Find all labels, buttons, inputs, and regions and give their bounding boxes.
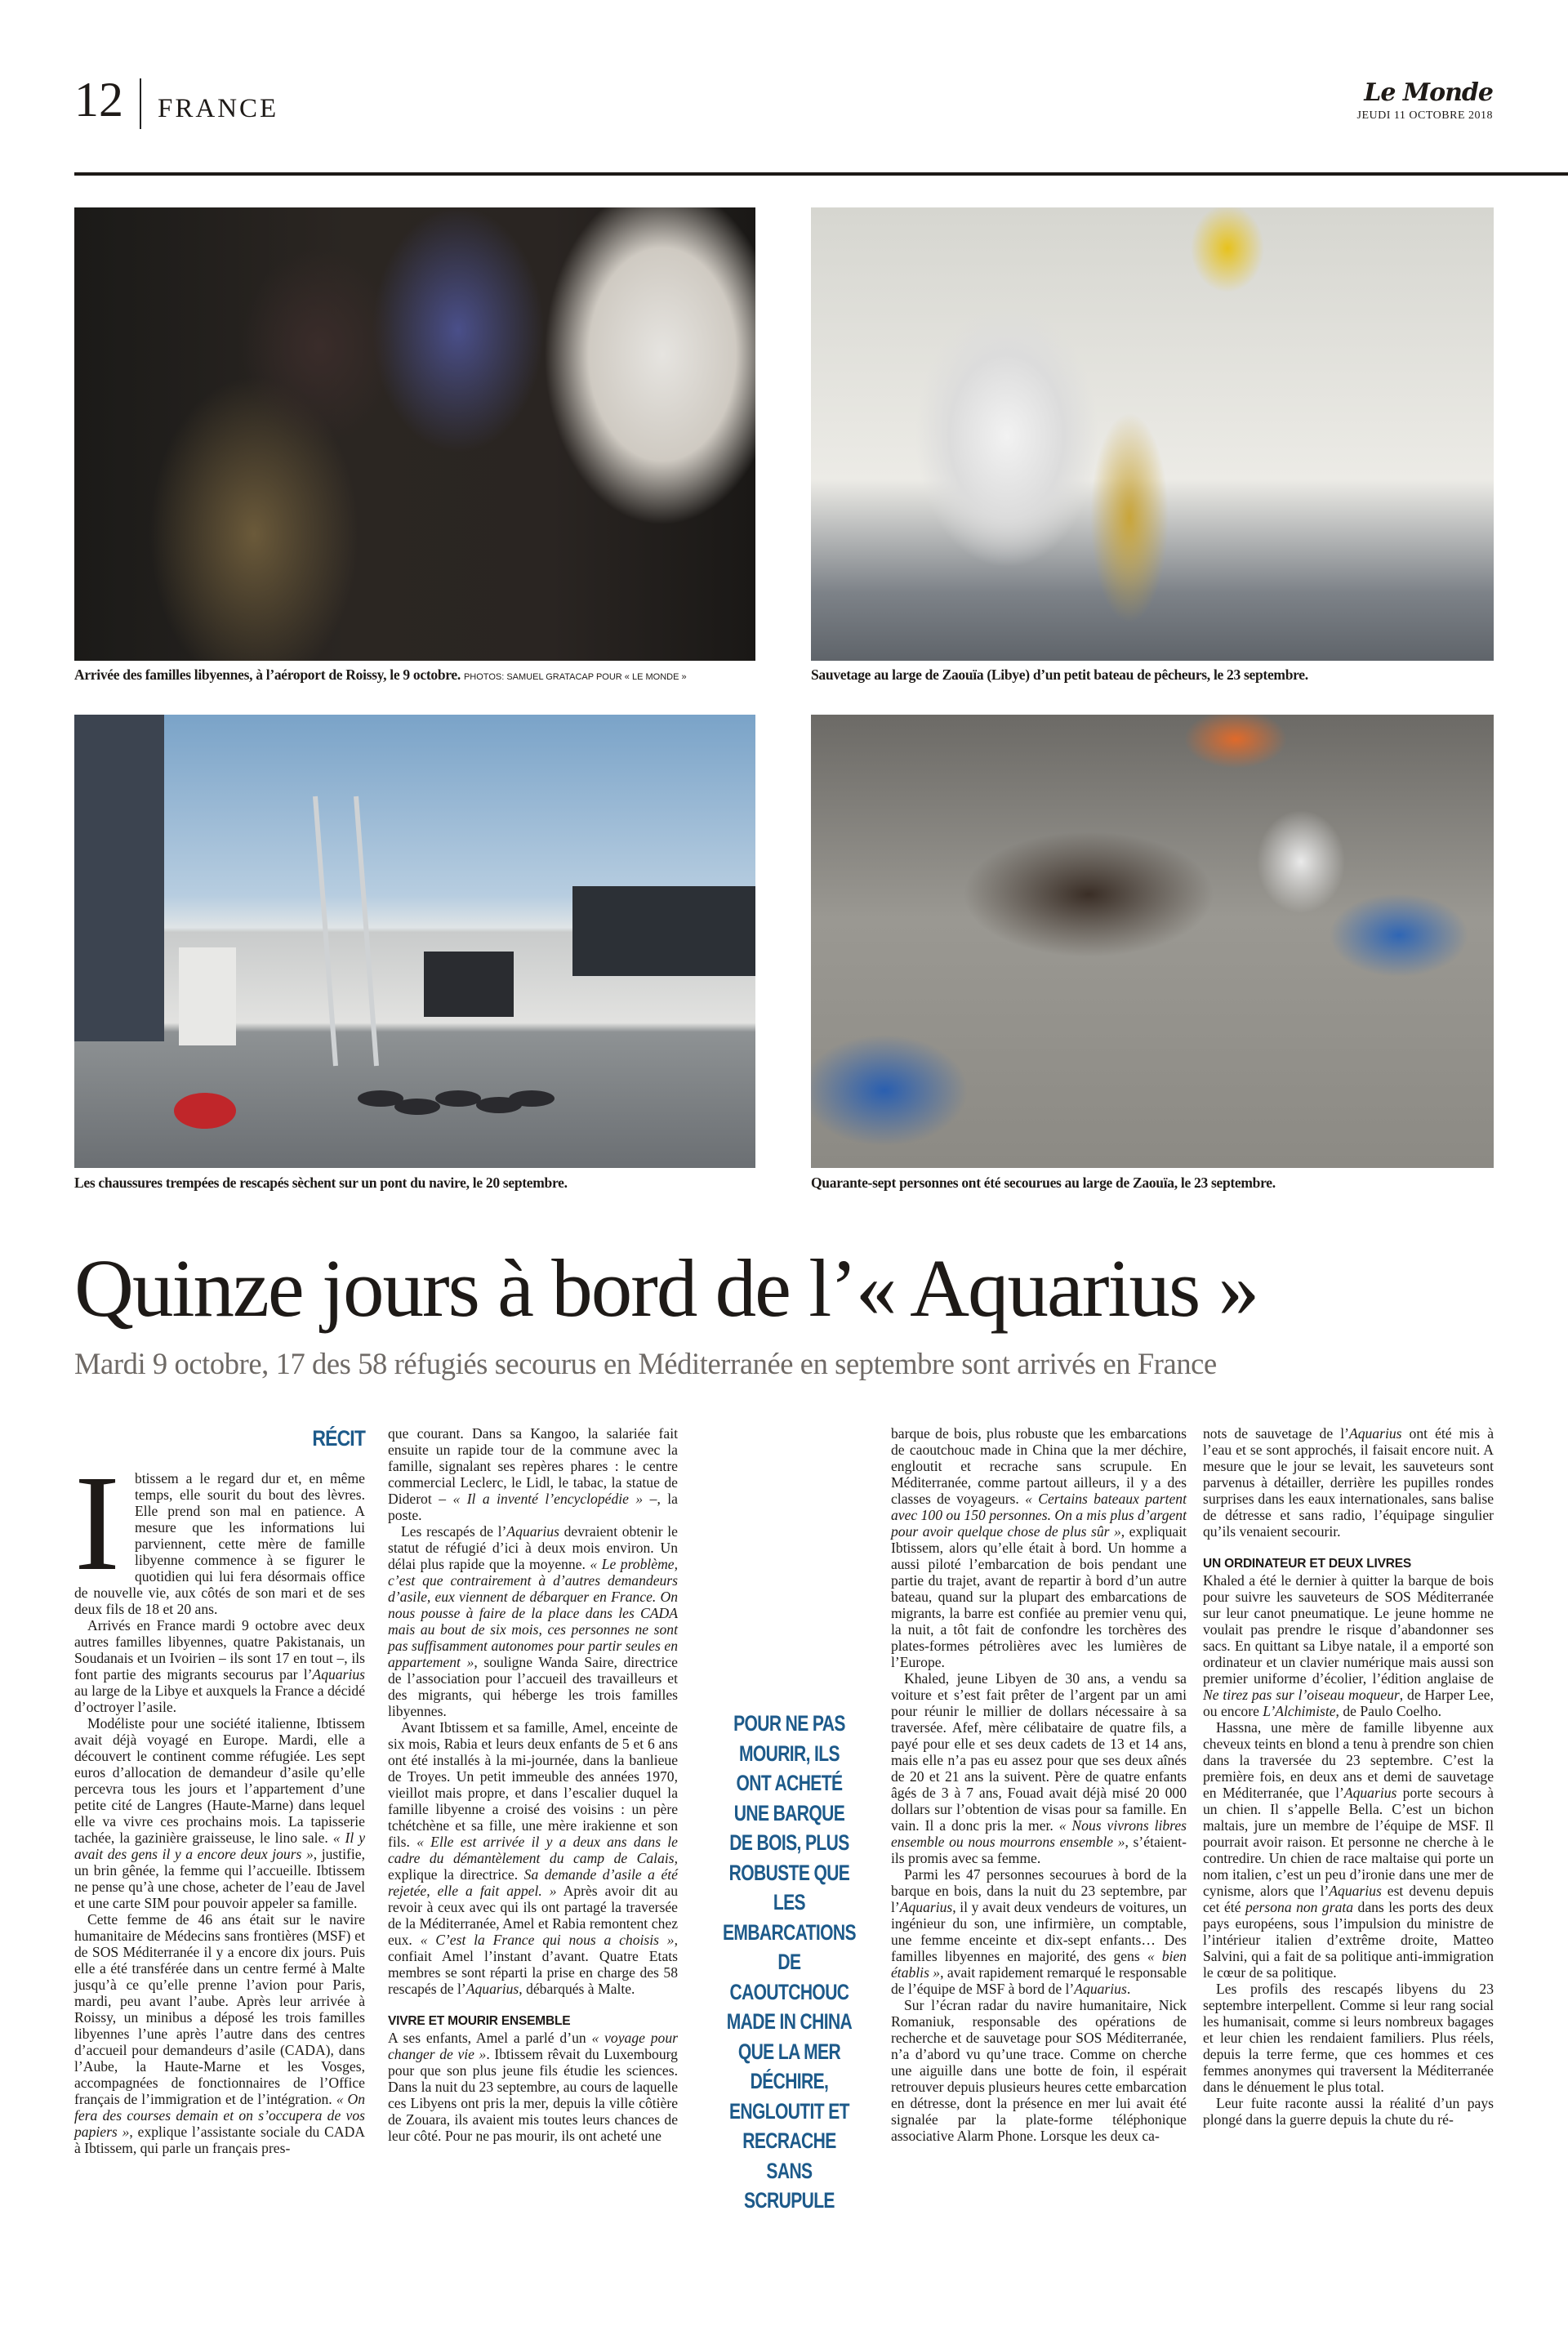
text-run: explique la directrice. <box>388 1866 524 1883</box>
italic-text-run: persona non grata <box>1245 1899 1354 1915</box>
italic-text-run: « Nous vivrons libres ensemble ou nous mourrons ensemble » <box>891 1817 1187 1850</box>
text-run: , confiait Amel l’instant d’avant. Quatre Etats membres se sont réparti la prise en charge des 58 rescapés de l’ <box>388 1932 678 1997</box>
text-run: au large de la Libye et auxquels la France a décidé d’octroyer l’asile. <box>74 1683 365 1715</box>
text-run: , de Paulo Coelho. <box>1335 1703 1442 1719</box>
article-column-4 <box>1203 1425 1494 2128</box>
photo-caption-4: Quarante-sept personnes ont été secourues au large de Zaouïa, le 23 septembre. <box>811 1174 1276 1191</box>
article-paragraph <box>388 2030 678 2144</box>
text-run: Les rescapés de l’ <box>401 1523 507 1540</box>
caption-text: Arrivée des familles libyennes, à l’aéroport de Roissy, le 9 octobre. <box>74 666 461 683</box>
article-paragraph <box>388 1719 678 1997</box>
section-label: FRANCE <box>158 94 279 123</box>
italic-text-run: L’Alchimiste <box>1263 1703 1336 1719</box>
article-column-3 <box>891 1425 1187 2144</box>
pull-quote-text: POUR NE PAS MOURIR, ILS ONT ACHETÉ UNE BARQUE DE BOIS, PLUS ROBUSTE QUE LES EMBARCATIONS DE CAOUTCHOUC MADE IN CHINA QUE LA MER DÉCHIRE, ENGLOUTIT ET RECRACHE SANS SCRUPULE <box>722 1711 856 2213</box>
text-run: Arrivés en France mardi 9 octobre avec deux autres familles libyennes, quatre Pakistanais, un Soudanais et un Ivoirien – ils sont 17 en tout –, ils font partie des migrants secourus par l’ <box>74 1617 365 1683</box>
text-run: ont été mis à l’eau et se sont approchés, il faisait encore nuit. A mesure que le jour se levait, les sauveteurs sont parvenus à détailler, derrière les pupilles rondes surprises dans les eaux internationales, sans balise de détresse et sans radio, l’équipage singulier qu’ils venaient secourir. <box>1203 1425 1494 1540</box>
article-paragraph <box>1203 1719 1494 1981</box>
photo-survivors-on-deck <box>811 715 1494 1168</box>
section-subheading: UN ORDINATEUR ET DEUX LIVRES <box>1203 1557 1412 1571</box>
article-paragraph <box>891 1866 1187 1997</box>
text-run: dans les ports des deux pays européens, sous l’impulsion du ministre de l’intérieur italien d’extrême droite, Matteo Salvini, qui a fait de sa politique anti-immigration le cœur de sa politique. <box>1203 1899 1494 1981</box>
text-run: –, la poste. <box>388 1491 678 1523</box>
text-run: nots de sauvetage de l’ <box>1203 1425 1349 1442</box>
text-run: Parmi les 47 personnes secourues à bord de la barque en bois, dans la nuit du 23 septembre, par l’ <box>891 1866 1187 1915</box>
header-divider <box>140 78 141 129</box>
article-paragraph <box>388 1425 678 1523</box>
italic-text-run: « voyage pour changer de vie » <box>388 2030 678 2062</box>
article-headline: Quinze jours à bord de l’« Aquarius » <box>74 1242 1258 1334</box>
italic-text-run: « On fera des courses demain et on s’occupera de vos papiers » <box>74 2091 365 2140</box>
article-column-1 <box>74 1425 365 2156</box>
italic-text-run: Aquarius <box>1074 1981 1127 1997</box>
article-paragraph <box>1203 1425 1494 1540</box>
article-paragraph <box>1203 1981 1494 2095</box>
italic-text-run: « Il a inventé l’encyclopédie » <box>452 1491 644 1507</box>
text-run: , souligne Wanda Saire, directrice de l’association pour l’accueil des travailleurs et des migrants, qui héberge les trois familles libyennes. <box>388 1654 678 1719</box>
text-run: , avait rapidement remarqué le responsable de l’équipe de MSF à bord de l’ <box>891 1964 1187 1997</box>
photo-caption-3: Les chaussures trempées de rescapés sèchent sur un pont du navire, le 20 septembre. <box>74 1174 568 1191</box>
article-paragraph <box>891 1425 1187 1670</box>
text-run: . <box>1126 1981 1131 1997</box>
article-paragraph <box>74 1447 365 1617</box>
text-run: que courant. Dans sa Kangoo, la salariée fait ensuite un rapide tour de la commune avec la famille, signalant ses repères phares : le centre commercial Leclerc, le Lidl, le tabac, la statue de Diderot – <box>388 1425 678 1507</box>
text-run: Leur fuite raconte aussi la réalité d’un pays plongé dans la guerre depuis la chute du ré- <box>1203 2095 1494 2128</box>
text-run: , justifie, un brin gênée, la femme qui l’accueille. Ibtissem ne pense qu’à une chose, acheter de l’eau de Javel et une carte SIM pour pouvoir appeler sa famille. <box>74 1846 366 1911</box>
italic-text-run: « Certains bateaux partent avec 100 ou 150 personnes. On a mis plus d’argent pour avoir quelque chose de plus sûr » <box>891 1491 1187 1540</box>
italic-text-run: Aquarius <box>466 1981 519 1997</box>
text-run: , s’étaient-ils promis avec sa femme. <box>891 1834 1187 1866</box>
article-paragraph <box>74 1715 365 1911</box>
text-run: , de Harper Lee, ou encore <box>1203 1687 1494 1719</box>
text-run: btissem a le regard dur et, en même temps, elle sourit du bout des lèvres. Elle prend son mal en patience. A mesure que les informations lui parviennent, cette mère de famille libyenne commence à se figurer le quotidien qui lui fera désormais office de nouvelle vie, aux côtés de son mari et de ses deux fils de 18 et 20 ans. <box>74 1470 365 1617</box>
text-run: . Ibtissem rêvait du Luxembourg pour que son plus jeune fils étudie les sciences. Dans la nuit du 23 septembre, au cours de laquelle ces Libyens ont pris la mer, depuis la ville côtière de Zouara, ils avaient mis toutes leurs chances de leur côté. Pour ne pas mourir, ils ont acheté une <box>388 2046 678 2144</box>
text-run: , expliquait Ibtissem, alors qu’elle était à bord. Un homme a aussi piloté l’embarcation de bois pendant une partie du trajet, avant de repartir à bord d’un autre bateau, quand sur la plupart des embarcations de migrants, la barre est confiée au premier venu qui, la nuit, a tôt fait de confondre les torchères des plates-formes pétrolières avec les lumières de l’Europe. <box>891 1523 1187 1670</box>
text-run: , il y avait deux vendeurs de voitures, un ingénieur du son, une infirmière, un comptable, une femme enceinte et dix-sept enfants… Des familles libyennes en majorité, des gens <box>891 1899 1187 1964</box>
text-run: Avant Ibtissem et sa famille, Amel, enceinte de six mois, Rabia et leurs deux enfants de 5 et 6 ans ont été installés à la mi-journée, dans la banlieue de Troyes. Un petit immeuble des années 1970, vieillot mais propre, et dans l’escalier duquel la famille libyenne a croisé des voisins : un père tchétchène et sa fille, une mère irakienne et son fils. <box>388 1719 678 1850</box>
article-column-2 <box>388 1425 678 2144</box>
italic-text-run: Aquarius <box>506 1523 559 1540</box>
italic-text-run: Aquarius <box>1348 1425 1402 1442</box>
text-run: , débarqués à Malte. <box>519 1981 635 1997</box>
photo-caption-1 <box>74 666 687 686</box>
newspaper-logo: Le Monde <box>1364 78 1493 107</box>
photo-arrival-roissy <box>74 207 755 661</box>
italic-text-run: Aquarius <box>1329 1883 1382 1899</box>
italic-text-run: « Le problème, c’est que contrairement à d’autres demandeurs d’asile, eux viennent de débarquer en France. On nous pousse à faire de la place dans les CADA mais au bout de six mois, ces personnes ne sont pas suffisamment autonomes pour partir seules en appartement » <box>388 1556 678 1670</box>
text-run: Les profils des rescapés libyens du 23 septembre interpellent. Comme si leur rang social les humanisait, comme si leurs nombreux bagages et leur chien les rendaient familiers. Plus réels, depuis la terre ferme, que ces hommes et ces femmes anonymes qui traversent la Méditerranée dans le dénuement le plus total. <box>1203 1981 1494 2095</box>
text-run: Après avoir dit au revoir à ceux avec qui ils ont partagé la traversée de la Méditerranée, Amel et Rabia remontent chez eux. <box>388 1883 678 1948</box>
text-run: , explique l’assistante sociale du CADA à Ibtissem, qui parle un français pres- <box>74 2124 365 2156</box>
italic-text-run: « Elle est arrivée il y a deux ans dans le cadre du démantèlement du camp de Calais, <box>388 1834 678 1866</box>
italic-text-run: « Il y avait des gens il y a encore deux jours » <box>74 1830 366 1862</box>
drop-cap: I <box>74 1447 120 1599</box>
article-paragraph <box>891 1997 1187 2144</box>
photo-shoes-on-deck <box>74 715 755 1168</box>
article-paragraph <box>1203 2095 1494 2128</box>
italic-text-run: Ne tirez pas sur l’oiseau moqueur <box>1203 1687 1400 1703</box>
text-run: devraient obtenir le statut de réfugié d’ici à deux mois environ. Un délai plus rapide que la moyenne. <box>388 1523 678 1572</box>
italic-text-run: « C’est la France qui nous a choisis » <box>420 1932 675 1948</box>
header-rule <box>74 172 1568 176</box>
text-run: barque de bois, plus robuste que les embarcations de caoutchouc made in China que la mer déchire, engloutit et recrache sans scrupule. En Méditerranée, comme partout ailleurs, il y a des classes de voyageurs. <box>891 1425 1187 1507</box>
article-paragraph <box>74 1617 365 1715</box>
article-paragraph <box>388 1523 678 1719</box>
page-number: 12 <box>74 73 123 127</box>
text-run: Hassna, une mère de famille libyenne aux cheveux teints en blond a tenu à prendre son chien dans la traversée du 23 septembre. C’est la première fois, en deux ans et demi de sauvetage en Méditerranée, que l’ <box>1203 1719 1494 1801</box>
italic-text-run: Sa demande d’asile a été rejetée, elle a fait appel. » <box>388 1866 678 1899</box>
text-run: Sur l’écran radar du navire humanitaire, Nick Romaniuk, responsable des opérations de recherche et de sauvetage pour SOS Méditerranée, n’a d’abord vu qu’une trace. Comme on cherche une aiguille dans une botte de foin, il espérait retrouver depuis plusieurs heures cette embarcation en détresse, dont la présence en mer lui avait été signalée par la plate-forme téléphonique associative Alarm Phone. Lorsque les deux ca- <box>891 1997 1187 2144</box>
text-run: est devenu depuis cet été <box>1203 1883 1494 1915</box>
text-run: A ses enfants, Amel a parlé d’un <box>388 2030 592 2046</box>
italic-text-run: Aquarius <box>1343 1785 1397 1801</box>
photo-credit: PHOTOS: SAMUEL GRATACAP POUR « LE MONDE » <box>463 672 687 682</box>
text-run: Khaled, jeune Libyen de 30 ans, a vendu sa voiture et s’est fait prêter de l’argent par un ami pour réunir le millier de dollars nécessaire à sa traversée. Afef, mère célibataire de quatre fils, a payé pour elle et ses deux cadets de 13 et 14 ans, mais elle n’a pas eu assez pour que ses deux aînés de 20 et 21 ans la suivent. Père de quatre enfants âgés de 3 à 7 ans, Fouad avait déjà misé 20 000 dollars sur l’obtention de visas pour sa famille. En vain. Il a donc pris la mer. <box>891 1670 1187 1834</box>
text-run: Cette femme de 46 ans était sur le navire humanitaire de Médecins sans frontières (MSF) et de SOS Méditerranée il y a encore dix jours. Puis elle a été transférée dans un centre fermé à Malte jusqu’à ce qu’elle prenne l’avion pour Paris, mardi, peu avant l’aube. Après leur arrivée à Roissy, un minibus a déposé les trois familles libyennes l’une après l’autre dans des centres d’accueil pour demandeurs d’asile (CADA), dans l’Aube, la Haute-Marne et les Vosges, accompagnées de fonctionnaires de l’Office français de l’immigration et de l’intégration. <box>74 1911 365 2107</box>
photo-caption-2: Sauvetage au large de Zaouïa (Libye) d’un petit bateau de pêcheurs, le 23 septembre. <box>811 666 1308 683</box>
article-subtitle: Mardi 9 octobre, 17 des 58 réfugiés secourus en Méditerranée en septembre sont arrivés en France <box>74 1347 1217 1380</box>
deck-scene-illustration <box>74 715 755 1168</box>
italic-text-run: Aquarius <box>312 1666 365 1683</box>
italic-text-run: Aquarius <box>899 1899 953 1915</box>
article-kicker: RÉCIT <box>312 1426 365 1451</box>
photo-rescue-zaouia <box>811 207 1494 661</box>
issue-date: JEUDI 11 OCTOBRE 2018 <box>1356 109 1493 122</box>
section-subheading: VIVRE ET MOURIR ENSEMBLE <box>388 2014 571 2028</box>
text-run: Khaled a été le dernier à quitter la barque de bois pour suivre les sauveteurs de SOS Méditerranée sur leur canot pneumatique. Le jeune homme ne voulait pas prendre le risque d’abandonner ses sacs. En quittant sa Libye natale, il a emporté son ordinateur et un clavier numérique mais aussi son premier uniforme d’écolier, l’édition anglaise de <box>1203 1572 1494 1687</box>
article-paragraph <box>891 1670 1187 1866</box>
text-run: Modéliste pour une société italienne, Ibtissem avait déjà voyagé en Europe. Mardi, elle a découvert le continent comme réfugiée. Les sept euros d’allocation de demandeur d’asile qu’elle percevra tous les jours et l’appartement d’une petite cité de Langres (Haute-Marne) dans lequel elle va vivre ces prochains mois. La tapisserie tachée, la gazinière graisseuse, le lino sale. <box>74 1715 365 1846</box>
article-paragraph <box>74 1911 365 2156</box>
text-run: porte secours à un chien. Il s’appelle Bella. C’est un bichon maltais, jure un membre de l’équipe de MSF. Il pourrait avoir raison. Et personne ne cherche à le contredire. Un chien de race maltaise qui porte un nom italien, c’est un peu d’ironie dans une mer de cynisme, alors que l’ <box>1203 1785 1494 1899</box>
italic-text-run: « bien établis » <box>891 1948 1187 1981</box>
pull-quote <box>704 1709 874 2216</box>
article-paragraph <box>1203 1572 1494 1719</box>
